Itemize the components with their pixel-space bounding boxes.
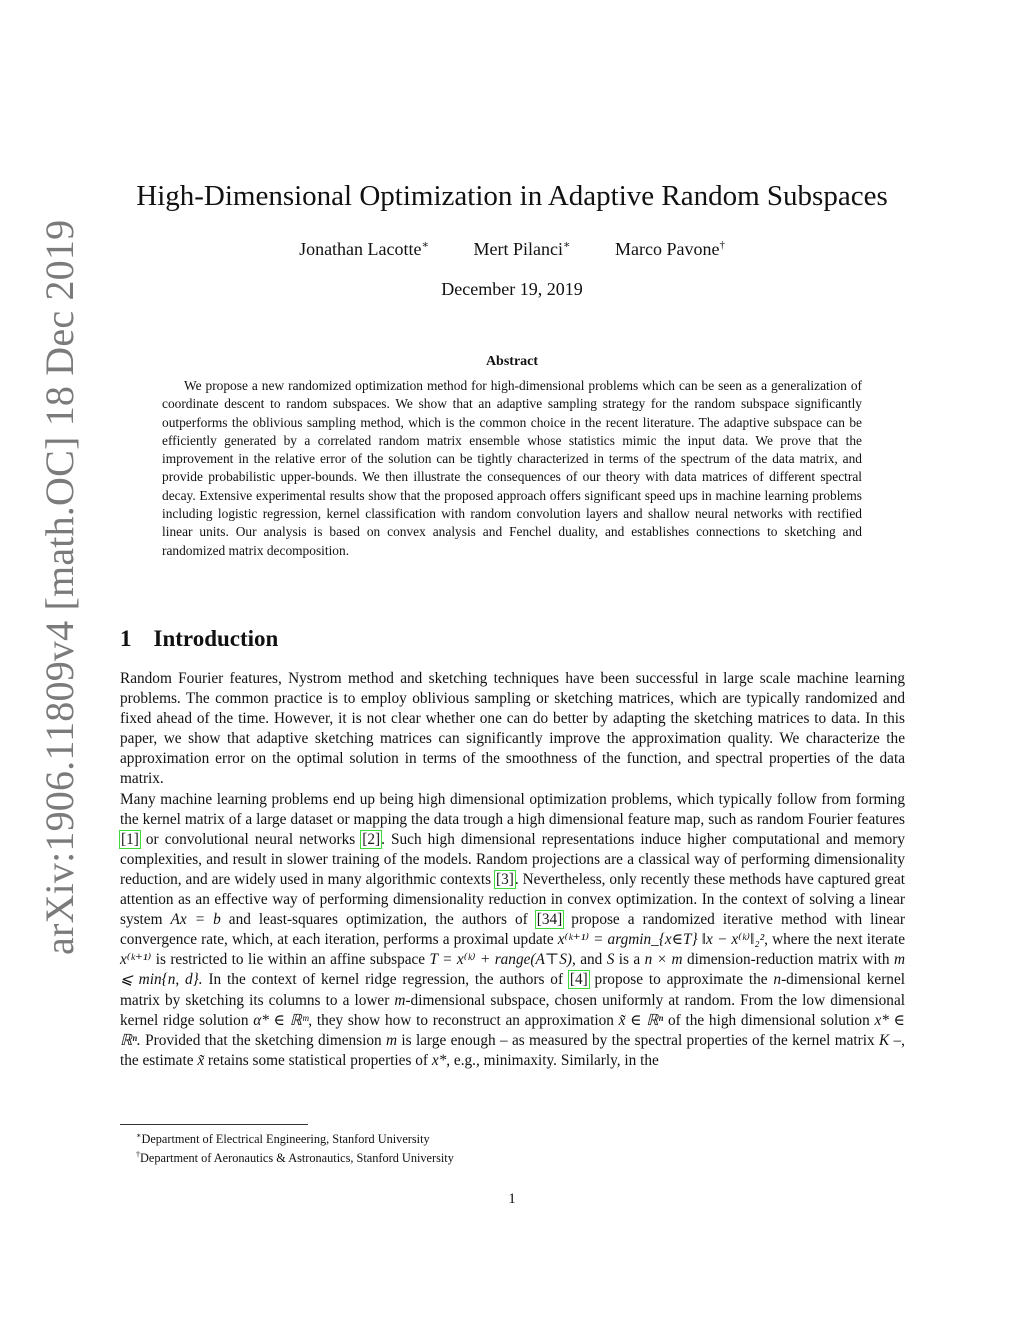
text-run: Many machine learning problems end up being high dimensional optimization problems, which typically follow from forming the kernel matrix of a large dataset or mapping the data trough a high dimensional feature map, such as random Fourier features [120, 790, 905, 828]
citation-link[interactable]: [34] [536, 911, 563, 929]
math-expression: m ⩽ min{n, d}. [120, 951, 905, 989]
math-expression: x̃ [197, 1051, 205, 1069]
math-expression: n [773, 971, 782, 989]
citation-link[interactable]: [1] [121, 830, 139, 848]
paragraph-2 [120, 790, 905, 1071]
text-run: –, the estimate [120, 1031, 905, 1069]
text-run: of the high dimensional solution [663, 1011, 875, 1029]
text-run: . Such high dimensional representations induce higher computational and memory complexities, and result in slower training of the models. Random projections are a classical way of performing dimensionality reduction, and are widely used in many algorithmic contexts [120, 830, 906, 888]
footnote-divider [120, 1124, 308, 1125]
author-name: Marco Pavone [614, 239, 720, 259]
text-run: retains some statistical properties of [204, 1051, 432, 1069]
paper-title: High-Dimensional Optimization in Adaptive Random Subspaces [136, 180, 888, 212]
math-expression: x̃ ∈ ℝⁿ [618, 1011, 664, 1029]
abstract-heading: Abstract [485, 354, 539, 369]
text-run: where the next iterate [768, 931, 905, 949]
math-expression: m [394, 991, 406, 1009]
section-heading [120, 626, 278, 652]
math-expression: Ax = b [170, 911, 221, 929]
text-run: they show how to reconstruct an approximation [312, 1011, 619, 1029]
citation-link[interactable]: [4] [569, 971, 588, 989]
text-run: propose to approximate the [588, 971, 774, 989]
section-title: Introduction [153, 626, 279, 651]
math-expression: n × m [644, 951, 683, 969]
math-expression: α* ∈ ℝᵐ, [253, 1011, 313, 1029]
section-number: 1 [120, 626, 132, 651]
citation-link[interactable]: [3] [496, 870, 514, 888]
page-number: 1 [508, 1191, 516, 1207]
author-1 [299, 239, 429, 259]
paragraph-1: Random Fourier features, Nystrom method and sketching techniques have been successful in large scale machine learning problems. The common practice is to employ oblivious sampling or sketching matrices, which are typically randomized and fixed ahead of the time. However, it is not clear whether one can do better by adapting the sketching matrices to data. In this paper, we show that adaptive sketching matrices can significantly improve the approximation quality. We characterize the approximation error on the optimal solution in terms of the smoothness of the function, and spectral properties of the data matrix. [120, 670, 905, 788]
footnote-mark: † [136, 1150, 140, 1160]
author-affiliation-mark: ∗ [562, 239, 571, 251]
footnotes [120, 1128, 454, 1166]
math-expression: x*, [431, 1051, 451, 1069]
paper-date: December 19, 2019 [441, 279, 583, 299]
author-2 [474, 239, 571, 259]
text-run: and [575, 951, 607, 969]
author-name: Jonathan Lacotte [299, 239, 422, 259]
author-list [0, 238, 1024, 260]
arxiv-side-stamp: arXiv:1906.11809v4 [math.OC] 18 Dec 2019 [37, 219, 82, 955]
section-body [120, 669, 905, 1071]
footnote-mark: ∗ [136, 1131, 142, 1140]
text-run: is a [614, 951, 645, 969]
math-expression: x⁽ᵏ⁺¹⁾ = argmin_{x∈T} ‖x − x⁽ᵏ⁾‖₂², [557, 931, 768, 949]
citation-link[interactable]: [2] [362, 830, 381, 848]
abstract-text: We propose a new randomized optimization method for high-dimensional problems which can be seen as a generalization of coordinate descent to random subspaces. We show that an adaptive sampling strategy for the random subspace significantly outperforms the oblivious sampling method, which is the common choice in the recent literature. The adaptive subspace can be efficiently generated by a correlated random matrix ensemble whose statistics mimic the input data. We prove that the improvement in the relative error of the solution can be tightly characterized in terms of the spectrum of the data matrix, and provide probabilistic upper-bounds. We then illustrate the consequences of our theory with data matrices of different spectral decay. Extensive experimental results show that the proposed approach offers significant speed ups in machine learning problems including logistic regression, kernel classification with random convolution layers and shallow neural networks with rectified linear units. Our analysis is based on convex analysis and Fenchel duality, and establishes connections to sketching and randomized matrix decomposition. [162, 378, 862, 558]
math-expression: T = x⁽ᵏ⁾ + range(A⊤S), [429, 951, 576, 969]
text-run: is large enough – as measured by the spectral properties of the kernel matrix [397, 1031, 879, 1049]
math-expression: x⁽ᵏ⁺¹⁾ [120, 951, 152, 969]
author-affiliation-mark: † [719, 239, 725, 251]
math-expression: S [606, 951, 615, 969]
text-run: . Nevertheless, only recently these methods have captured great attention as an effective way of performing dimensionality reduction in convex optimization. In the context of solving a linear system [120, 870, 905, 929]
footnote-1 [120, 1128, 454, 1147]
text-run: is restricted to lie within an affine subspace [151, 951, 430, 969]
text-run: and least-squares optimization, the authors of [220, 911, 536, 929]
math-expression: m [386, 1031, 398, 1049]
author-3 [615, 239, 725, 259]
text-run: -dimensional kernel matrix by sketching its columns to a lower [120, 971, 905, 1009]
author-name: Mert Pilanci [473, 239, 563, 259]
text-run: -dimensional subspace, chosen uniformly at random. From the low dimensional kernel ridge solution [120, 991, 905, 1029]
text-run: or convolutional neural networks [139, 830, 362, 848]
author-affiliation-mark: ∗ [421, 239, 429, 251]
footnote-text: Department of Aeronautics & Astronautics, Stanford University [140, 1151, 454, 1166]
math-expression: x* ∈ ℝⁿ. [120, 1011, 906, 1049]
footnote-2 [120, 1147, 454, 1166]
text-run: Provided that the sketching dimension [140, 1031, 387, 1049]
text-run: In the context of kernel ridge regression, the authors of [202, 971, 569, 989]
text-run: dimension-reduction matrix with [682, 951, 894, 969]
math-expression: K [878, 1031, 890, 1049]
footnote-text: Department of Electrical Engineering, Stanford University [141, 1132, 430, 1147]
text-run: e.g., minimaxity. Similarly, in the [450, 1051, 659, 1069]
text-run: propose a randomized iterative method with linear convergence rate, which, at each iteration, performs a proximal update [120, 911, 905, 949]
